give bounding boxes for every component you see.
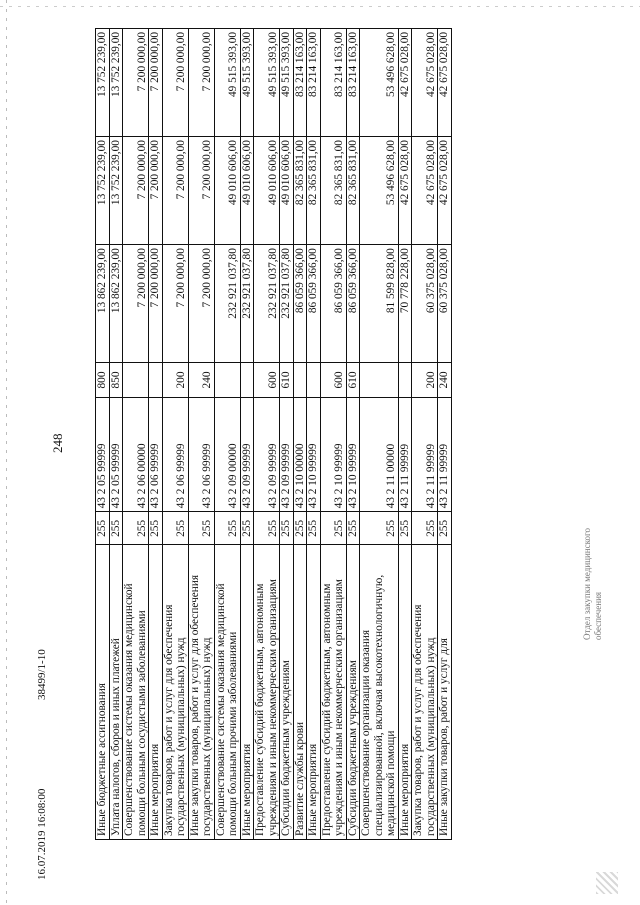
row-csr-cell: 43 2 11 99999 [412,397,438,512]
row-amount-2019-cell: 232 921 037,80 [280,245,294,363]
row-amount-2020-cell: 42 675 028,00 [398,137,412,245]
footer-timestamp: 16.07.2019 16:08:00 [36,788,48,880]
row-grbs-cell: 255 [109,512,123,545]
row-amount-2021-cell: 83 214 163,00 [320,29,346,137]
table-row [293,29,307,840]
row-amount-2021-cell: 42 675 028,00 [412,29,438,137]
row-amount-2021-cell: 7 200 000,00 [162,29,188,137]
row-csr-cell: 43 2 06 99999 [149,397,163,512]
row-csr-cell: 43 2 05 99999 [96,397,110,512]
row-grbs-cell: 255 [360,512,399,545]
table-row [96,29,110,840]
row-amount-2019-cell: 232 921 037,80 [240,245,254,363]
row-amount-2020-cell: 53 496 628,00 [360,137,399,245]
row-name-cell: Совершенствование системы оказания медицинской помощи больным сосудистыми заболеваниями [123,545,149,840]
row-csr-cell: 43 2 09 99999 [280,397,294,512]
table-row [240,29,254,840]
table-row [280,29,294,840]
row-grbs-cell: 255 [438,512,452,545]
row-name-cell: Развитие службы крови [293,545,307,840]
row-amount-2020-cell: 82 365 831,00 [320,137,346,245]
row-grbs-cell: 255 [240,512,254,545]
row-vr-cell [240,363,254,397]
row-csr-cell: 43 2 11 00000 [360,397,399,512]
row-name-cell: Иные мероприятия [398,545,412,840]
row-grbs-cell: 255 [307,512,321,545]
row-name-cell: Иные бюджетные ассигнования [96,545,110,840]
table-row [320,29,346,840]
footer-doc-code: 38499/1-10 [36,649,48,700]
row-amount-2019-cell: 60 375 028,00 [412,245,438,363]
row-csr-cell: 43 2 10 00000 [293,397,307,512]
row-amount-2021-cell: 7 200 000,00 [149,29,163,137]
row-amount-2021-cell: 49 515 393,00 [280,29,294,137]
row-amount-2021-cell: 53 496 628,00 [360,29,399,137]
row-csr-cell: 43 2 10 99999 [320,397,346,512]
row-vr-cell: 600 [254,363,280,397]
row-csr-cell: 43 2 09 99999 [240,397,254,512]
row-name-cell: Иные мероприятия [307,545,321,840]
row-csr-cell: 43 2 09 99999 [254,397,280,512]
row-amount-2021-cell: 49 515 393,00 [254,29,280,137]
row-amount-2019-cell: 232 921 037,80 [214,245,240,363]
row-name-cell: Иные закупки товаров, работ и услуг для [438,545,452,840]
row-grbs-cell: 255 [254,512,280,545]
row-grbs-cell: 255 [188,512,214,545]
row-name-cell: Предоставление субсидий бюджетным, автономным учреждениям и иным некоммерческим организациям [254,545,280,840]
row-amount-2019-cell: 86 059 366,00 [346,245,360,363]
row-amount-2019-cell: 7 200 000,00 [188,245,214,363]
row-amount-2019-cell: 13 862 239,00 [109,245,123,363]
row-grbs-cell: 255 [320,512,346,545]
row-amount-2020-cell: 7 200 000,00 [149,137,163,245]
row-vr-cell: 610 [280,363,294,397]
row-csr-cell: 43 2 09 00000 [214,397,240,512]
row-amount-2020-cell: 82 365 831,00 [293,137,307,245]
row-amount-2019-cell: 7 200 000,00 [149,245,163,363]
row-vr-cell: 200 [412,363,438,397]
row-amount-2021-cell: 13 752 239,00 [96,29,110,137]
row-grbs-cell: 255 [149,512,163,545]
table-row [398,29,412,840]
row-grbs-cell: 255 [293,512,307,545]
row-vr-cell: 610 [346,363,360,397]
row-grbs-cell: 255 [96,512,110,545]
row-grbs-cell: 255 [214,512,240,545]
row-grbs-cell: 255 [162,512,188,545]
row-csr-cell: 43 2 11 99999 [438,397,452,512]
row-name-cell: Иные закупки товаров, работ и услуг для обеспечения государственных (муниципальных) нужд [188,545,214,840]
row-grbs-cell: 255 [123,512,149,545]
row-amount-2019-cell: 70 778 228,00 [398,245,412,363]
row-name-cell: Иные мероприятия [149,545,163,840]
row-amount-2019-cell: 7 200 000,00 [162,245,188,363]
row-vr-cell: 240 [188,363,214,397]
row-amount-2020-cell: 13 752 239,00 [109,137,123,245]
row-vr-cell: 850 [109,363,123,397]
row-name-cell: Уплата налогов, сборов и иных платежей [109,545,123,840]
row-vr-cell [123,363,149,397]
row-amount-2019-cell: 86 059 366,00 [293,245,307,363]
row-vr-cell [149,363,163,397]
row-name-cell: Предоставление субсидий бюджетным, автономным учреждениям и иным некоммерческим организациям [320,545,346,840]
row-amount-2020-cell: 7 200 000,00 [123,137,149,245]
row-amount-2020-cell: 13 752 239,00 [96,137,110,245]
row-amount-2021-cell: 49 515 393,00 [214,29,240,137]
scan-mark-icon [596,872,618,894]
table-row [307,29,321,840]
table-row [254,29,280,840]
row-amount-2019-cell: 13 862 239,00 [96,245,110,363]
row-amount-2021-cell: 49 515 393,00 [240,29,254,137]
budget-table-body [96,29,452,840]
row-amount-2020-cell: 49 010 606,00 [240,137,254,245]
row-amount-2020-cell: 49 010 606,00 [254,137,280,245]
row-amount-2019-cell: 86 059 366,00 [307,245,321,363]
rotated-page [95,28,550,840]
row-amount-2020-cell: 42 675 028,00 [438,137,452,245]
table-row [412,29,438,840]
department-stamp [582,528,604,640]
table-row [162,29,188,840]
row-name-cell: Совершенствование организации оказания специализированной, включая высокотехнологичную, медицинской помощи [360,545,399,840]
row-csr-cell: 43 2 06 99999 [162,397,188,512]
row-vr-cell [293,363,307,397]
table-row [109,29,123,840]
row-amount-2020-cell: 49 010 606,00 [214,137,240,245]
row-csr-cell: 43 2 10 99999 [307,397,321,512]
stamp-line-2: обеспечения [593,591,603,640]
row-vr-cell: 600 [320,363,346,397]
row-vr-cell: 200 [162,363,188,397]
row-amount-2020-cell: 82 365 831,00 [346,137,360,245]
row-name-cell: Закупка товаров, работ и услуг для обеспечения государственных (муниципальных) нужд [412,545,438,840]
table-row [346,29,360,840]
row-vr-cell [307,363,321,397]
row-amount-2021-cell: 42 675 028,00 [398,29,412,137]
row-vr-cell: 240 [438,363,452,397]
row-name-cell: Субсидии бюджетным учреждениям [346,545,360,840]
row-amount-2021-cell: 83 214 163,00 [293,29,307,137]
row-name-cell: Закупка товаров, работ и услуг для обеспечения государственных (муниципальных) нужд [162,545,188,840]
scan-edge-top [0,6,640,7]
row-vr-cell [360,363,399,397]
page-number: 248 [50,433,65,453]
row-amount-2020-cell: 42 675 028,00 [412,137,438,245]
row-grbs-cell: 255 [412,512,438,545]
row-csr-cell: 43 2 10 99999 [346,397,360,512]
row-vr-cell: 800 [96,363,110,397]
row-amount-2020-cell: 7 200 000,00 [188,137,214,245]
budget-table [95,28,452,840]
row-amount-2021-cell: 42 675 028,00 [438,29,452,137]
row-amount-2021-cell: 7 200 000,00 [188,29,214,137]
row-grbs-cell: 255 [280,512,294,545]
row-amount-2019-cell: 232 921 037,80 [254,245,280,363]
row-amount-2019-cell: 86 059 366,00 [320,245,346,363]
row-amount-2021-cell: 7 200 000,00 [123,29,149,137]
row-vr-cell [214,363,240,397]
row-grbs-cell: 255 [346,512,360,545]
row-amount-2020-cell: 49 010 606,00 [280,137,294,245]
row-csr-cell: 43 2 05 99999 [109,397,123,512]
row-amount-2019-cell: 81 599 828,00 [360,245,399,363]
row-amount-2019-cell: 7 200 000,00 [123,245,149,363]
row-amount-2021-cell: 83 214 163,00 [346,29,360,137]
table-row [438,29,452,840]
row-name-cell: Субсидии бюджетным учреждениям [280,545,294,840]
stamp-line-1: Отдел закупки медицинского [582,528,592,640]
scan-edge-left [6,0,7,905]
row-csr-cell: 43 2 06 00000 [123,397,149,512]
row-grbs-cell: 255 [398,512,412,545]
row-vr-cell [398,363,412,397]
row-amount-2020-cell: 7 200 000,00 [162,137,188,245]
table-row [123,29,149,840]
table-row [360,29,399,840]
table-row [188,29,214,840]
row-csr-cell: 43 2 11 99999 [398,397,412,512]
row-amount-2021-cell: 13 752 239,00 [109,29,123,137]
row-amount-2020-cell: 82 365 831,00 [307,137,321,245]
row-amount-2021-cell: 83 214 163,00 [307,29,321,137]
row-amount-2019-cell: 60 375 028,00 [438,245,452,363]
table-row [214,29,240,840]
row-name-cell: Совершенствование системы оказания медицинской помощи больным прочими заболеваниями [214,545,240,840]
row-name-cell: Иные мероприятия [240,545,254,840]
row-csr-cell: 43 2 06 99999 [188,397,214,512]
table-row [149,29,163,840]
